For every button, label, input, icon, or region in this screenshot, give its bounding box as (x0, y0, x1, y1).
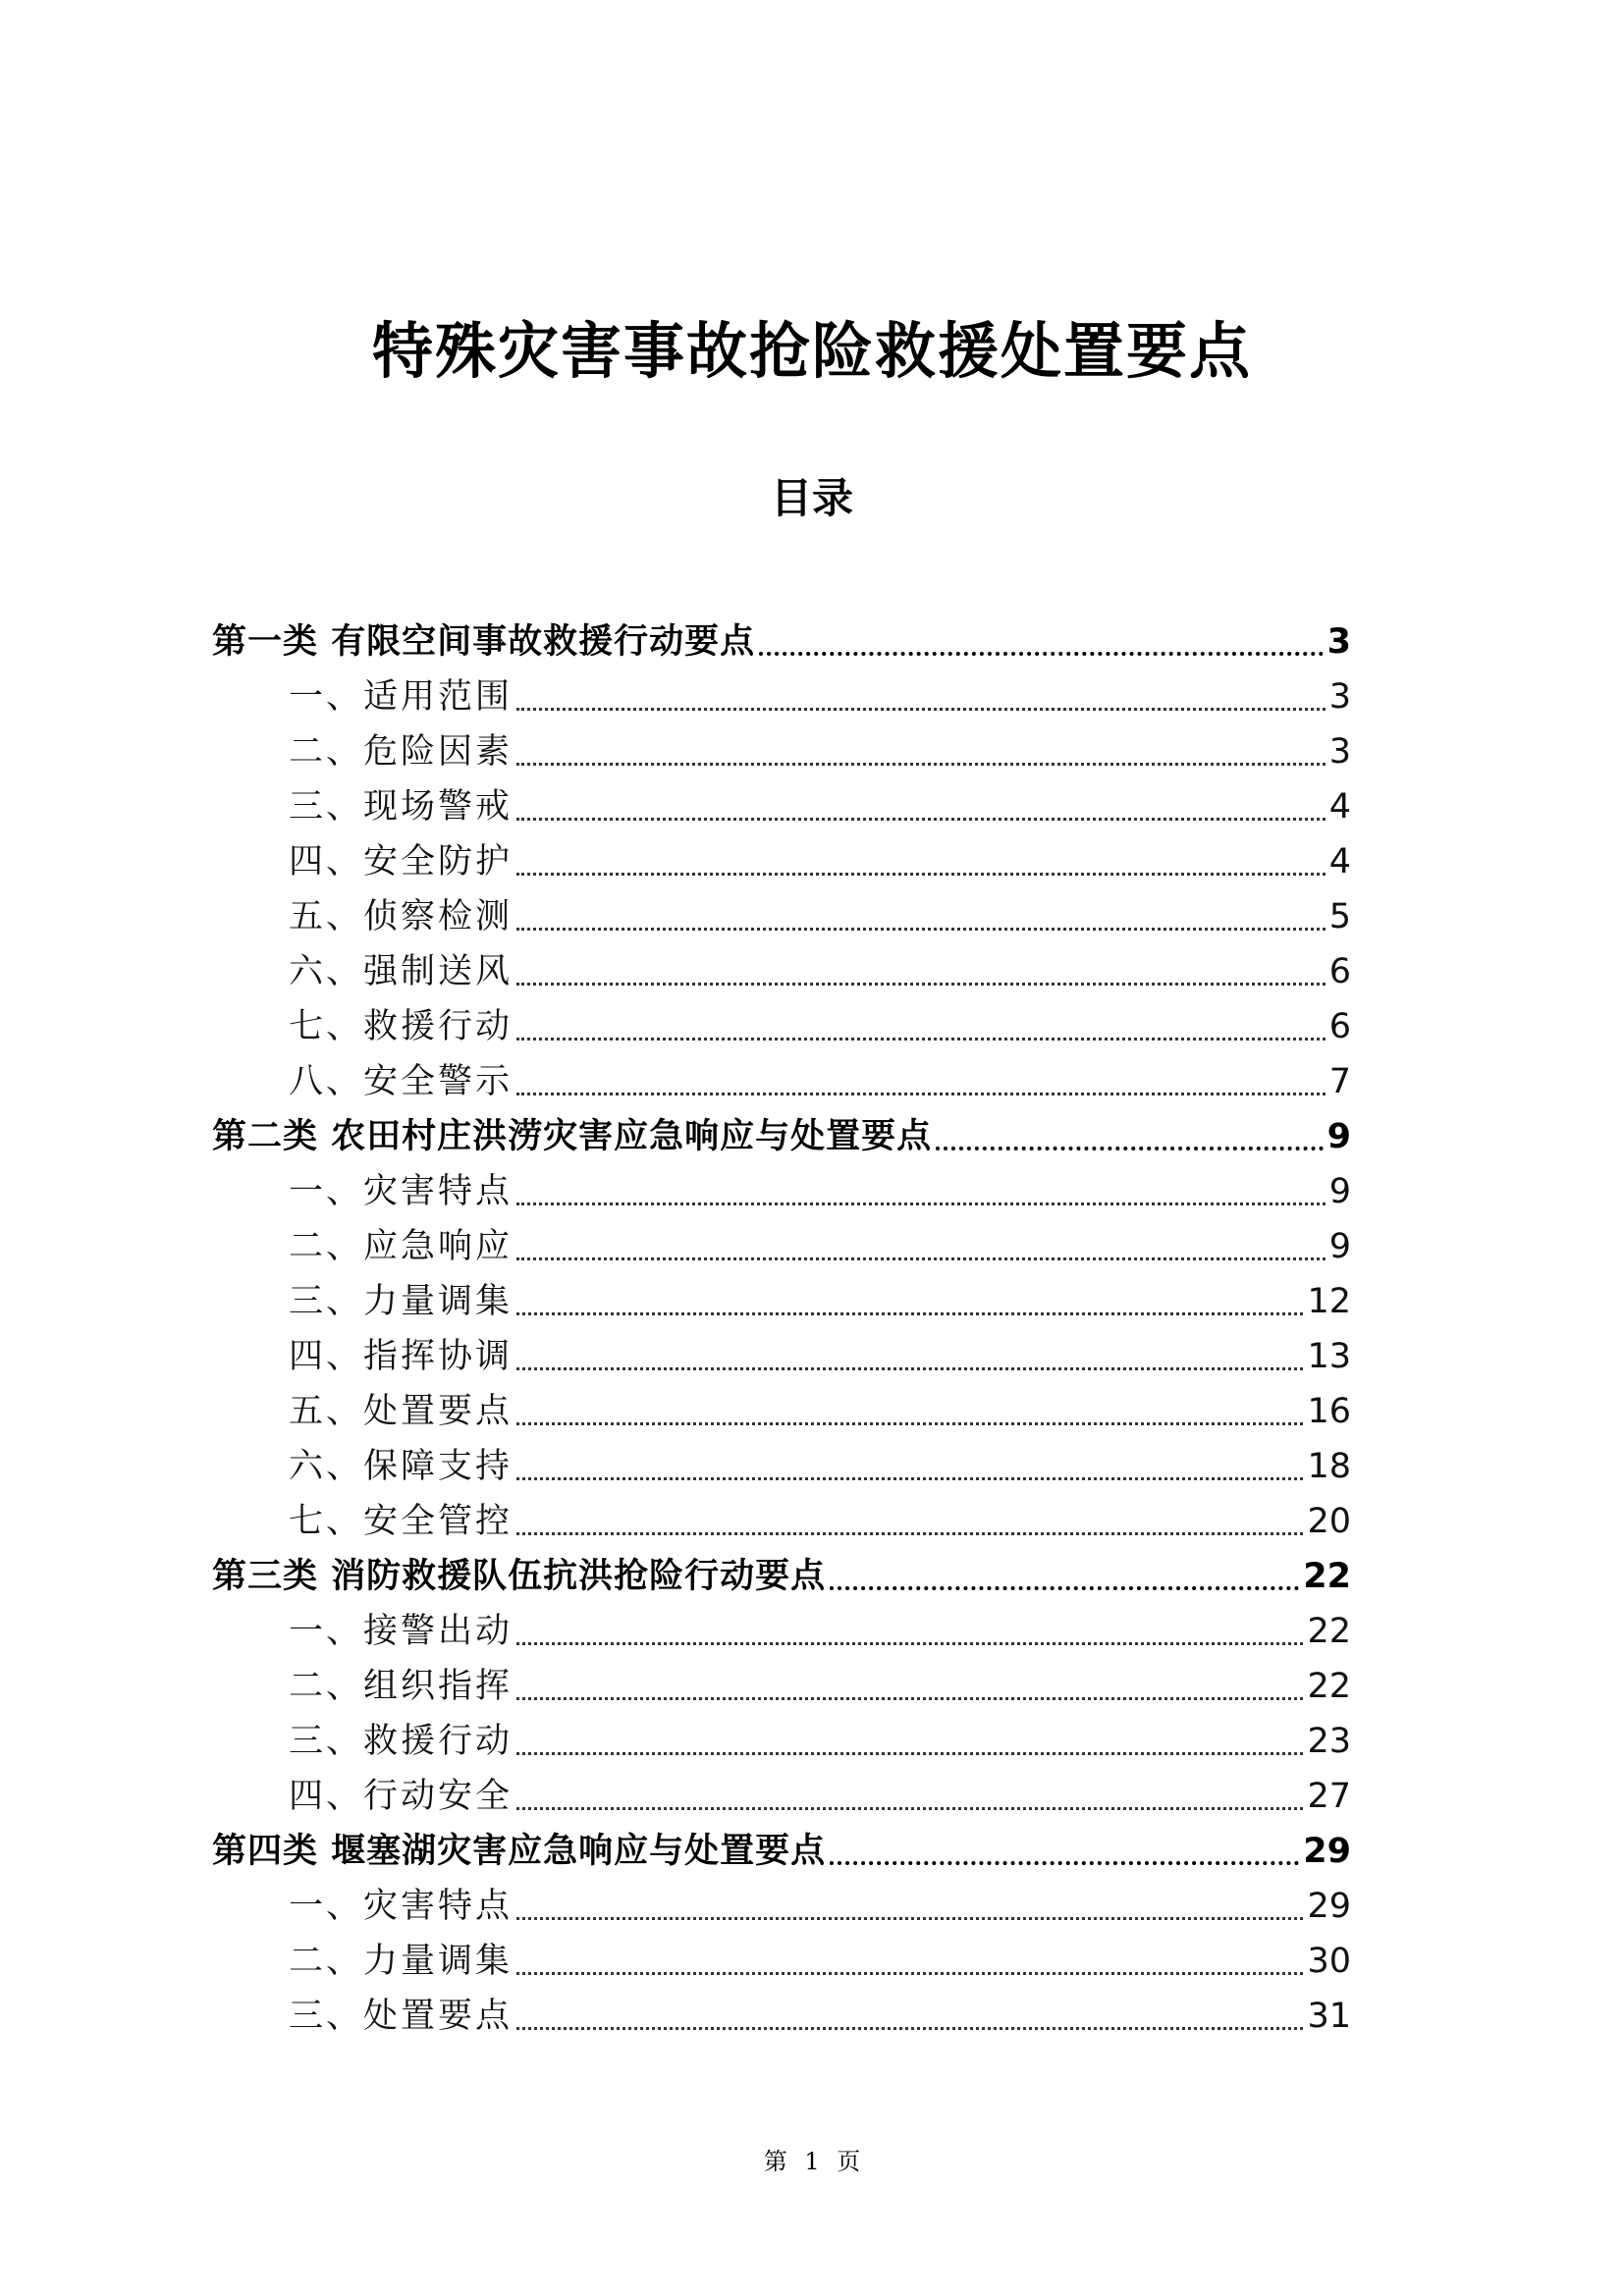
toc-entry-page-number: 6 (1328, 952, 1351, 991)
toc-dot-leader (516, 1257, 1326, 1260)
toc-dot-leader (516, 1752, 1303, 1755)
toc-entry-label: 六、保障支持 (289, 1447, 514, 1486)
toc-dot-leader (516, 1972, 1303, 1975)
toc-entry-page-number: 12 (1307, 1282, 1351, 1321)
toc-dot-leader (516, 1202, 1326, 1205)
toc-dot-leader (516, 1312, 1303, 1315)
toc-dot-leader (516, 818, 1326, 821)
toc-entry-page-number: 27 (1307, 1777, 1351, 1816)
toc-entry-page-number: 23 (1307, 1722, 1351, 1761)
toc-subsection-entry[interactable] (212, 1659, 1351, 1714)
toc-entry-label: 三、救援行动 (289, 1722, 514, 1761)
toc-entry-label: 五、侦察检测 (289, 897, 514, 936)
toc-entry-label: 四、指挥协调 (289, 1337, 514, 1376)
toc-dot-leader (516, 2027, 1303, 2030)
toc-entry-page-number: 22 (1303, 1557, 1351, 1596)
toc-subsection-entry[interactable] (212, 779, 1351, 834)
toc-subsection-entry[interactable] (212, 1604, 1351, 1659)
toc-entry-label: 二、组织指挥 (289, 1667, 514, 1706)
toc-entry-page-number: 13 (1307, 1337, 1351, 1376)
toc-subsection-entry[interactable] (212, 889, 1351, 944)
toc-entry-label: 六、强制送风 (289, 952, 514, 991)
toc-entry-label: 四、安全防护 (289, 842, 514, 881)
toc-subsection-entry[interactable] (212, 1164, 1351, 1219)
toc-entry-page-number: 31 (1307, 1997, 1351, 2036)
toc-dot-leader (516, 1532, 1303, 1535)
toc-entry-page-number: 3 (1326, 622, 1351, 662)
document-title: 特殊灾害事故抢险救援处置要点 (371, 315, 1252, 387)
toc-subsection-entry[interactable] (212, 1329, 1351, 1384)
toc-subsection-entry[interactable] (212, 999, 1351, 1054)
toc-entry-page-number: 4 (1328, 787, 1351, 827)
page-footer (0, 2145, 1624, 2178)
toc-entry-page-number: 7 (1328, 1062, 1351, 1101)
toc-entry-label: 第四类 堰塞湖灾害应急响应与处置要点 (212, 1832, 827, 1871)
toc-dot-leader (516, 1697, 1303, 1700)
toc-section-entry[interactable] (212, 614, 1351, 669)
toc-entry-page-number: 18 (1307, 1447, 1351, 1486)
toc-subsection-entry[interactable] (212, 1274, 1351, 1329)
toc-entry-label: 一、适用范围 (289, 677, 514, 717)
toc-entry-label: 第三类 消防救援队伍抗洪抢险行动要点 (212, 1557, 827, 1596)
toc-dot-leader (516, 763, 1326, 766)
toc-entry-label: 三、处置要点 (289, 1997, 514, 2036)
toc-entry-label: 二、力量调集 (289, 1942, 514, 1981)
toc-entry-page-number: 30 (1307, 1942, 1351, 1981)
toc-dot-leader (830, 1586, 1299, 1590)
toc-entry-page-number: 22 (1307, 1667, 1351, 1706)
toc-entry-label: 七、安全管控 (289, 1502, 514, 1541)
toc-subsection-entry[interactable] (212, 834, 1351, 889)
toc-entry-label: 七、救援行动 (289, 1007, 514, 1046)
toc-entry-page-number: 3 (1328, 677, 1351, 717)
toc-heading: 目录 (770, 474, 853, 522)
toc-dot-leader (936, 1147, 1323, 1150)
toc-subsection-entry[interactable] (212, 1714, 1351, 1769)
toc-dot-leader (759, 652, 1323, 656)
toc-entry-label: 三、力量调集 (289, 1282, 514, 1321)
toc-dot-leader (516, 1367, 1303, 1370)
toc-dot-leader (516, 1093, 1326, 1095)
toc-entry-page-number: 16 (1307, 1392, 1351, 1431)
toc-entry-page-number: 22 (1307, 1612, 1351, 1651)
toc-entry-label: 一、灾害特点 (289, 1172, 514, 1211)
toc-entry-page-number: 20 (1307, 1502, 1351, 1541)
toc-dot-leader (516, 983, 1326, 986)
toc-dot-leader (516, 1422, 1303, 1425)
toc-entry-page-number: 29 (1307, 1887, 1351, 1926)
toc-dot-leader (516, 1038, 1326, 1041)
table-of-contents (212, 614, 1351, 2044)
toc-entry-page-number: 29 (1303, 1832, 1351, 1871)
toc-subsection-entry[interactable] (212, 1989, 1351, 2044)
toc-subsection-entry[interactable] (212, 669, 1351, 724)
toc-subsection-entry[interactable] (212, 1934, 1351, 1989)
footer-suffix: 页 (837, 2148, 861, 2175)
toc-entry-label: 第二类 农田村庄洪涝灾害应急响应与处置要点 (212, 1117, 933, 1156)
footer-page-number: 1 (804, 2148, 820, 2175)
toc-entry-page-number: 4 (1328, 842, 1351, 881)
toc-entry-page-number: 3 (1328, 732, 1351, 772)
toc-section-entry[interactable] (212, 1824, 1351, 1879)
toc-subsection-entry[interactable] (212, 944, 1351, 999)
toc-section-entry[interactable] (212, 1109, 1351, 1164)
toc-entry-label: 第一类 有限空间事故救援行动要点 (212, 622, 756, 662)
toc-subsection-entry[interactable] (212, 1769, 1351, 1824)
toc-section-entry[interactable] (212, 1549, 1351, 1604)
toc-entry-label: 八、安全警示 (289, 1062, 514, 1101)
toc-entry-page-number: 6 (1328, 1007, 1351, 1046)
toc-entry-label: 一、灾害特点 (289, 1887, 514, 1926)
toc-dot-leader (516, 873, 1326, 876)
toc-entry-label: 五、处置要点 (289, 1392, 514, 1431)
toc-subsection-entry[interactable] (212, 1384, 1351, 1439)
toc-subsection-entry[interactable] (212, 1219, 1351, 1274)
toc-entry-page-number: 5 (1328, 897, 1351, 936)
toc-dot-leader (516, 1477, 1303, 1480)
toc-entry-label: 一、接警出动 (289, 1612, 514, 1651)
toc-entry-label: 三、现场警戒 (289, 787, 514, 827)
toc-entry-page-number: 9 (1326, 1117, 1351, 1156)
toc-dot-leader (516, 708, 1326, 711)
toc-dot-leader (516, 1917, 1303, 1920)
toc-entry-page-number: 9 (1328, 1172, 1351, 1211)
toc-subsection-entry[interactable] (212, 1439, 1351, 1494)
toc-entry-label: 二、应急响应 (289, 1227, 514, 1266)
toc-subsection-entry[interactable] (212, 724, 1351, 779)
footer-prefix: 第 (763, 2148, 787, 2175)
toc-subsection-entry[interactable] (212, 1879, 1351, 1934)
toc-dot-leader (516, 1642, 1303, 1645)
toc-subsection-entry[interactable] (212, 1494, 1351, 1549)
toc-entry-label: 二、危险因素 (289, 732, 514, 772)
toc-subsection-entry[interactable] (212, 1054, 1351, 1109)
toc-entry-page-number: 9 (1328, 1227, 1351, 1266)
toc-dot-leader (516, 928, 1326, 931)
toc-entry-label: 四、行动安全 (289, 1777, 514, 1816)
toc-dot-leader (516, 1807, 1303, 1810)
toc-dot-leader (830, 1861, 1299, 1865)
